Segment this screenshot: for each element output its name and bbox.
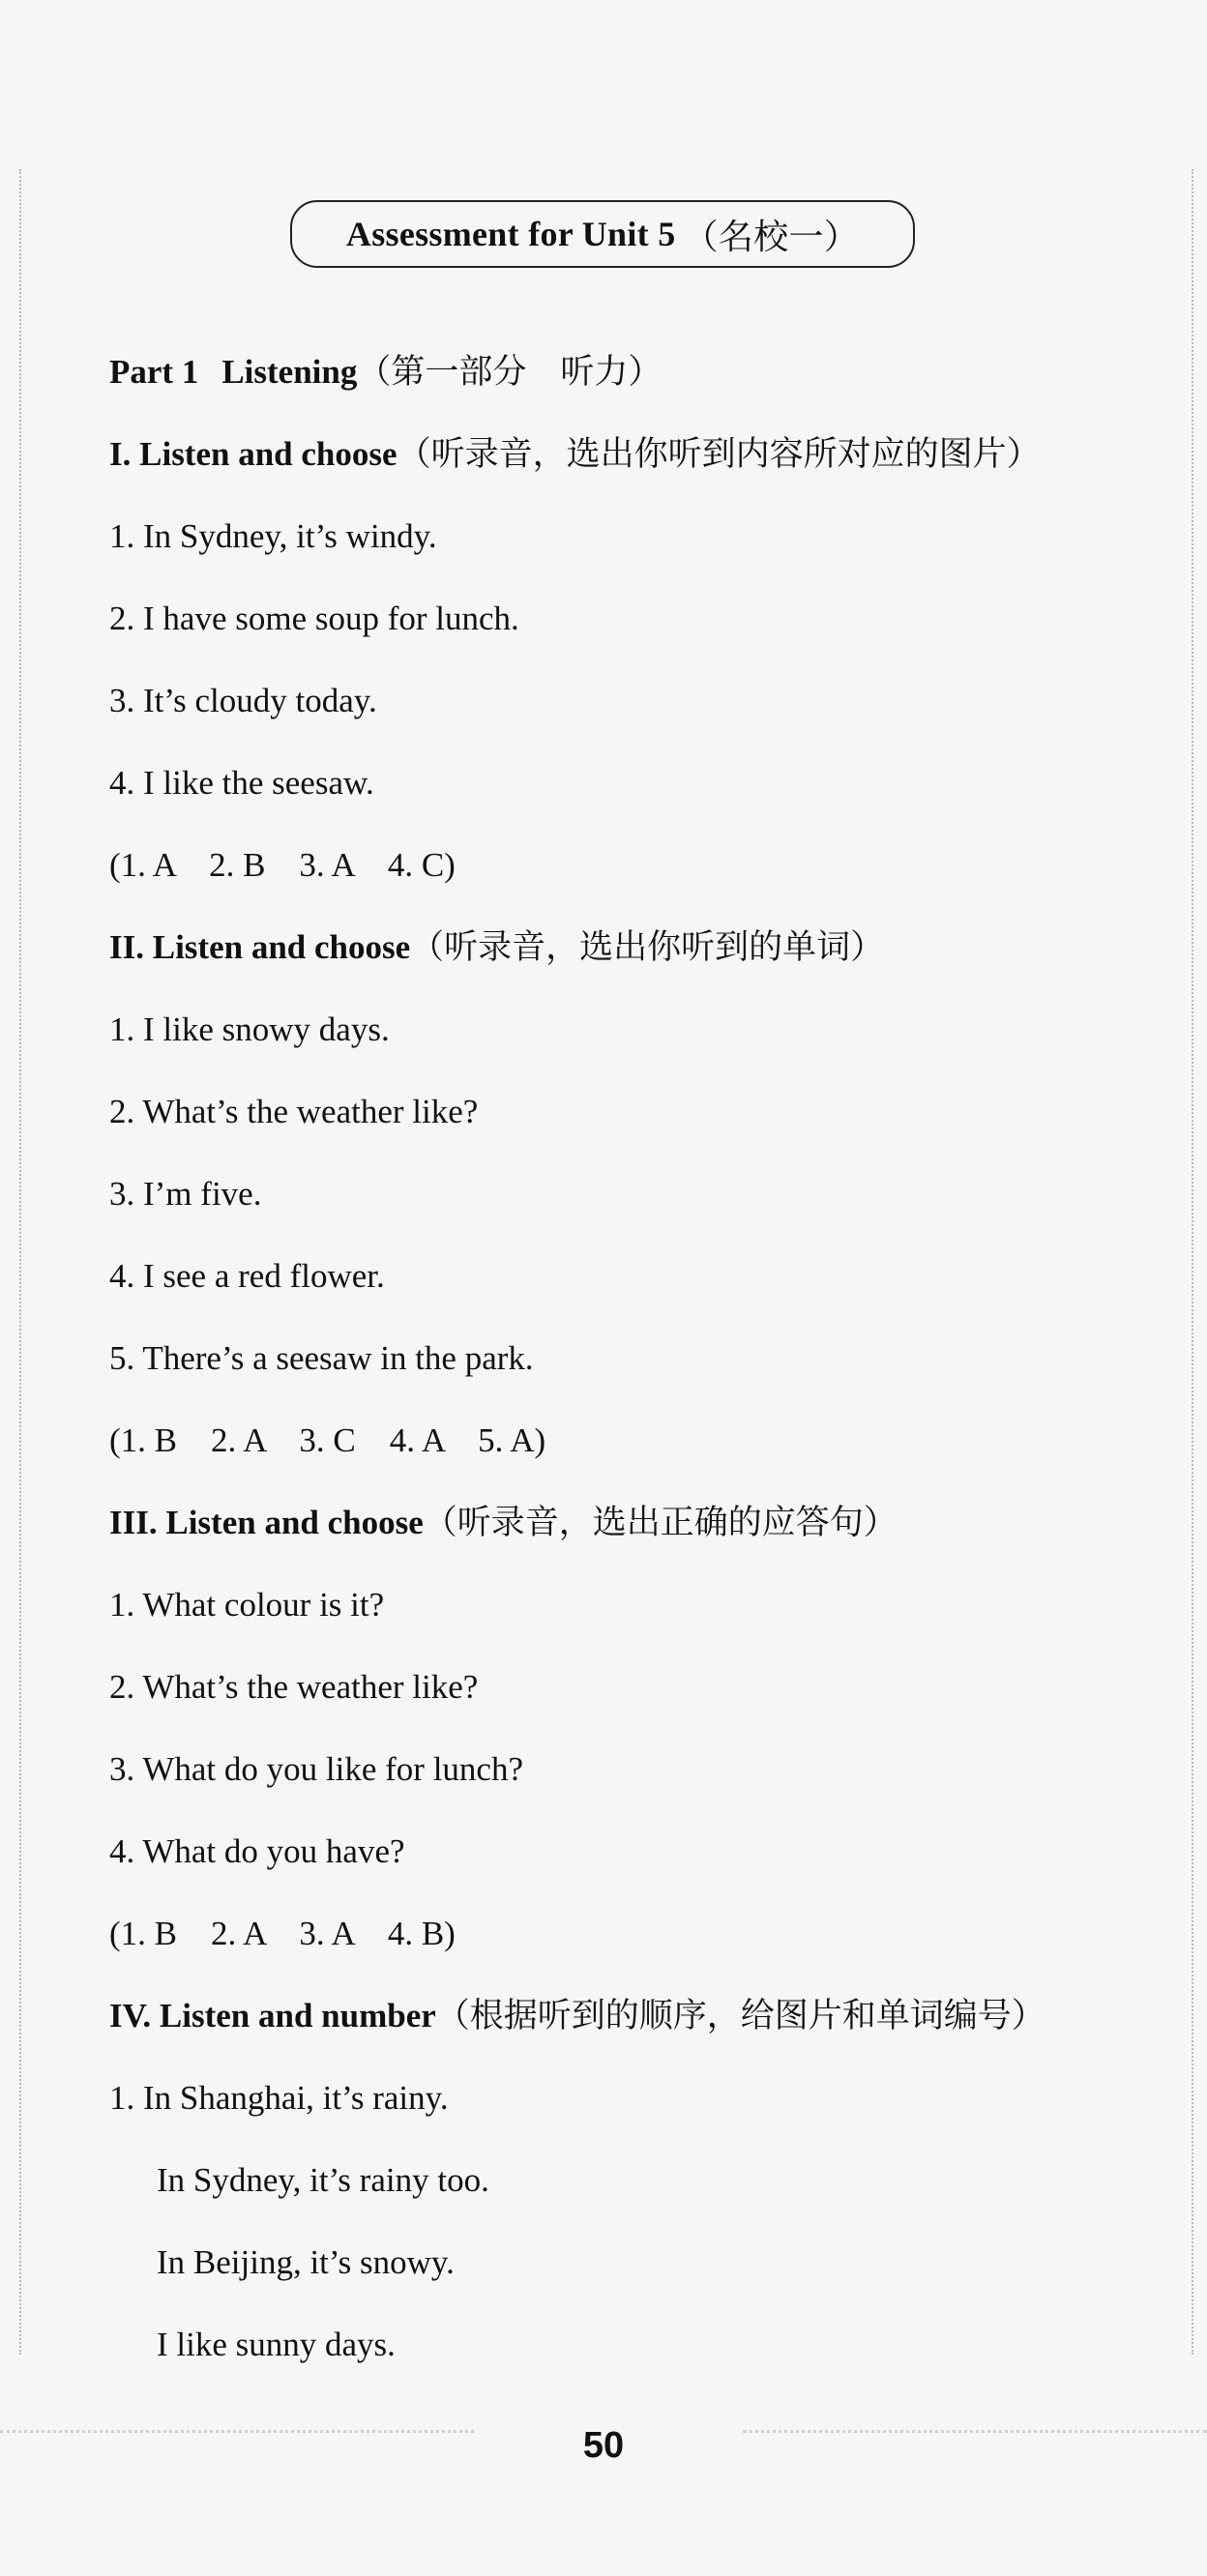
list-item: 1. I like snowy days. [109,1010,390,1048]
section-3-heading: III. Listen and choose [109,1504,424,1541]
section-4-heading: IV. Listen and number [109,1997,436,2034]
assessment-title-main: Assessment for Unit 5 [345,215,676,253]
section-heading [109,437,1041,471]
list-item-continuation: In Sydney, it’s rainy too. [157,2161,489,2199]
list-item: 3. I’m five. [109,1175,262,1213]
section-2-instruction: （听录音，选出你听到的单词） [410,928,885,966]
list-item: 2. What’s the weather like? [109,1093,479,1130]
page-number: 50 [582,2425,625,2466]
list-item: 1. In Sydney, it’s windy. [109,517,437,555]
list-item: 3. It’s cloudy today. [109,682,377,719]
assessment-title [290,200,915,268]
list-item: 1. What colour is it? [109,1586,385,1624]
list-item: 2. I have some soup for lunch. [109,600,519,637]
left-margin-dotted-line [19,169,21,2355]
section-3-instruction: （听录音，选出正确的应答句） [423,1504,898,1541]
answer-key: (1. B 2. A 3. A 4. B) [109,1915,456,1952]
section-heading [109,1506,898,1539]
list-item: 4. What do you have? [109,1832,405,1870]
list-item: 4. I like the seesaw. [109,764,374,802]
list-item: 4. I see a red flower. [109,1257,385,1295]
right-margin-dotted-line [1192,169,1193,2355]
list-item-continuation: I like sunny days. [157,2326,396,2363]
part-heading [109,355,662,389]
list-item: 1. In Shanghai, it’s rainy. [109,2079,449,2117]
list-item: 3. What do you like for lunch? [109,1750,523,1788]
part-name: Listening [221,353,358,391]
section-1-heading: I. Listen and choose [109,435,397,473]
part-name-cn: （第一部分 听力） [357,353,662,391]
section-4-instruction: （根据听到的顺序，给图片和单词编号） [435,1997,1045,2034]
answer-key: (1. A 2. B 3. A 4. C) [109,846,456,884]
part-label: Part 1 [109,353,199,391]
list-item-continuation: In Beijing, it’s snowy. [157,2243,455,2281]
list-item: 5. There’s a seesaw in the park. [109,1339,534,1377]
answer-key: (1. B 2. A 3. C 4. A 5. A) [109,1421,546,1459]
section-1-instruction: （听录音，选出你听到内容所对应的图片） [397,435,1041,473]
section-heading [109,930,884,964]
section-heading [109,1999,1045,2033]
section-2-heading: II. Listen and choose [109,928,411,966]
list-item: 2. What’s the weather like? [109,1668,479,1706]
assessment-title-cn: （名校一） [683,217,860,256]
